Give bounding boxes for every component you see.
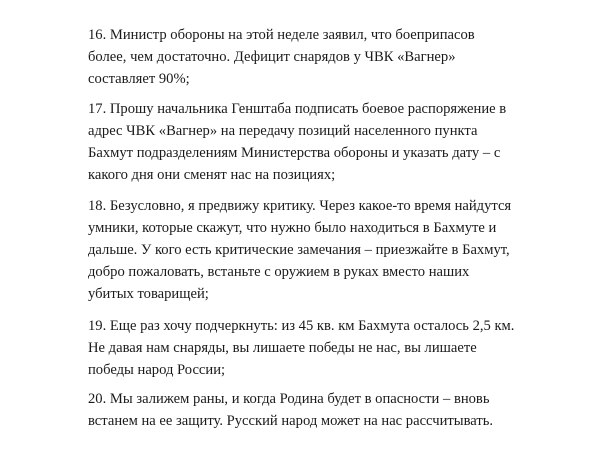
paragraph-line: Бахмут подразделениям Министерства обороны и указать дату – с <box>88 145 501 161</box>
paragraph-line: 16. Министр обороны на этой неделе заявил, что боеприпасов <box>88 27 475 43</box>
paragraph-line: 18. Безусловно, я предвижу критику. Через какое-то время найдутся <box>88 198 512 214</box>
paragraph-line: убитых товарищей; <box>88 286 209 302</box>
paragraph-line: победы народ России; <box>88 362 226 378</box>
paragraph-line: составляет 90%; <box>88 71 190 87</box>
paragraph-16 <box>88 24 588 90</box>
paragraph-19 <box>88 315 588 381</box>
paragraph-18 <box>88 195 588 305</box>
paragraph-17 <box>88 98 588 186</box>
paragraph-line: умники, которые скажут, что нужно было находиться в Бахмуте и <box>88 220 497 236</box>
paragraph-line: 19. Еще раз хочу подчеркнуть: из 45 кв. км Бахмута осталось 2,5 км. <box>88 318 515 334</box>
paragraph-line: 20. Мы залижем раны, и когда Родина будет в опасности – вновь <box>88 391 490 407</box>
paragraph-line: Не давая нам снаряды, вы лишаете победы не нас, вы лишаете <box>88 340 477 356</box>
paragraph-line: добро пожаловать, встаньте с оружием в руках вместо наших <box>88 264 470 280</box>
paragraph-20 <box>88 388 588 432</box>
paragraph-line: дальше. У кого есть критические замечания – приезжайте в Бахмут, <box>88 242 510 258</box>
paragraph-line: более, чем достаточно. Дефицит снарядов у ЧВК «Вагнер» <box>88 49 456 65</box>
paragraph-line: встанем на ее защиту. Русский народ может на нас рассчитывать. <box>88 413 494 429</box>
paragraph-line: адрес ЧВК «Вагнер» на передачу позиций населенного пункта <box>88 123 478 139</box>
paragraph-line: 17. Прошу начальника Генштаба подписать боевое распоряжение в <box>88 101 507 117</box>
paragraph-line: какого дня они сменят нас на позициях; <box>88 167 336 183</box>
